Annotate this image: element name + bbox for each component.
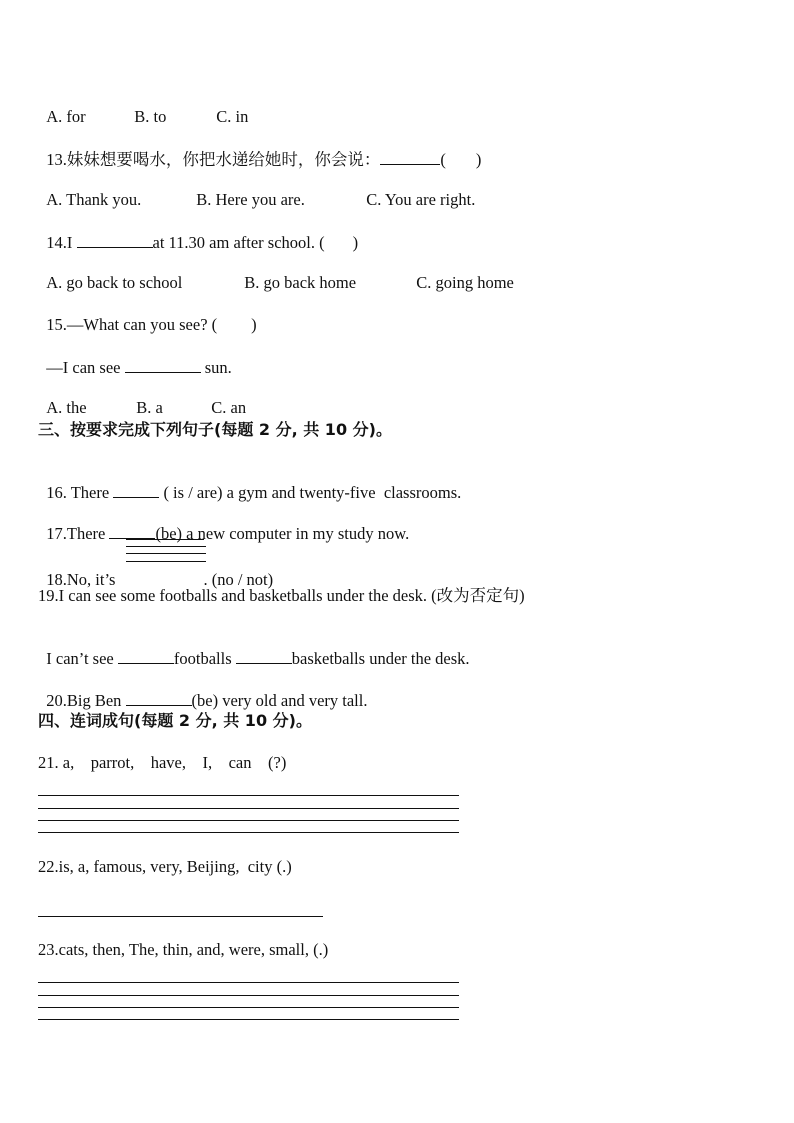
q23-answer-line[interactable] <box>38 1007 459 1008</box>
q13-options <box>38 170 475 210</box>
q19-line2-suffix: basketballs under the desk. <box>291 649 470 668</box>
q21-answer-line[interactable] <box>38 832 459 833</box>
q23-words: 23.cats, then, The, thin, and, were, small, (.) <box>38 940 329 959</box>
q15-answer-line <box>38 337 232 378</box>
q19-line2-mid: footballs <box>173 649 232 668</box>
q13-stem-line <box>38 129 481 170</box>
q22-words: 22.is, a, famous, very, Beijing, city (.) <box>38 857 292 876</box>
q23-answer-line[interactable] <box>38 1019 459 1020</box>
q17-answer-blank[interactable] <box>109 523 155 539</box>
q13-option-a: A. Thank you. <box>46 190 142 209</box>
q20-prefix: 20.Big Ben <box>46 691 122 710</box>
q12-option-a: A. for <box>46 107 86 126</box>
q13-paren-close: ) <box>475 150 482 169</box>
q13-stem: 13.妹妹想要喝水，你把水递给她时，你会说： <box>46 150 381 169</box>
q16-prefix: 16. There <box>46 483 110 502</box>
q13-answer-blank[interactable] <box>380 149 440 165</box>
section3-heading: 三、按要求完成下列句子(每题 2 分, 共 10 分)。 <box>38 420 392 439</box>
q13-option-c: C. You are right. <box>366 190 476 209</box>
q21-answer-line[interactable] <box>38 795 459 796</box>
q19-line2-prefix: I can’t see <box>46 649 114 668</box>
q14-stem-line <box>38 212 358 253</box>
q20-suffix: (be) very old and very tall. <box>191 691 368 710</box>
q14-option-b: B. go back home <box>244 273 357 292</box>
q22-answer-line[interactable] <box>38 916 323 917</box>
q15-option-b: B. a <box>136 398 163 417</box>
q14-options <box>38 253 514 293</box>
section4-heading: 四、连词成句(每题 2 分, 共 10 分)。 <box>38 711 312 730</box>
q15-paren-close: ) <box>251 315 257 334</box>
q14-suffix: at 11.30 am after school. ( <box>152 233 325 252</box>
q14-paren-close: ) <box>352 233 359 252</box>
q14-prefix: 14.I <box>46 233 73 252</box>
q15-answer-prefix: —I can see <box>46 358 121 377</box>
q19-line1: 19.I can see some footballs and basketballs under the desk. (改为否定句) <box>38 586 525 605</box>
q12-option-c: C. in <box>216 107 249 126</box>
q19-answer-blank-2[interactable] <box>236 648 292 664</box>
q15-options <box>38 378 246 418</box>
q18-answer-rule <box>126 539 204 540</box>
q21-words: 21. a, parrot, have, I, can (?) <box>38 753 287 772</box>
q13-paren-open: ( <box>440 150 446 169</box>
q18-line <box>38 550 273 590</box>
q23-answer-line[interactable] <box>38 995 459 996</box>
q21-answer-line[interactable] <box>38 820 459 821</box>
q12-option-b: B. to <box>134 107 167 126</box>
q13-option-b: B. Here you are. <box>196 190 305 209</box>
q17-suffix: (be) a new computer in my study now. <box>155 524 410 543</box>
q18-answer-rule <box>126 553 206 554</box>
q12-options <box>38 87 248 127</box>
q14-answer-blank[interactable] <box>77 232 153 248</box>
q20-answer-blank[interactable] <box>126 690 192 706</box>
q15-option-c: C. an <box>211 398 247 417</box>
q18-suffix: . (no / not) <box>203 570 274 589</box>
q15-stem: 15.—What can you see? ( <box>46 315 218 334</box>
q18-answer-rule <box>126 546 206 547</box>
q16-answer-blank[interactable] <box>113 482 159 498</box>
q14-option-c: C. going home <box>416 273 514 292</box>
q17-prefix: 17.There <box>46 524 106 543</box>
q17-line <box>38 503 409 544</box>
q18-prefix: 18.No, it’s <box>46 570 116 589</box>
q14-option-a: A. go back to school <box>46 273 183 292</box>
q16-suffix: ( is / are) a gym and twenty-five classrooms. <box>163 483 462 502</box>
q15-option-a: A. the <box>46 398 87 417</box>
q23-answer-line[interactable] <box>38 982 459 983</box>
q21-answer-line[interactable] <box>38 808 459 809</box>
q16-line <box>38 462 461 503</box>
q15-stem-line <box>38 295 257 335</box>
q15-answer-blank[interactable] <box>125 357 201 373</box>
q20-line <box>38 670 367 711</box>
q19-answer-blank-1[interactable] <box>118 648 174 664</box>
q18-answer-rule <box>126 561 206 562</box>
q19-line2 <box>38 628 470 669</box>
q15-answer-suffix: sun. <box>204 358 232 377</box>
